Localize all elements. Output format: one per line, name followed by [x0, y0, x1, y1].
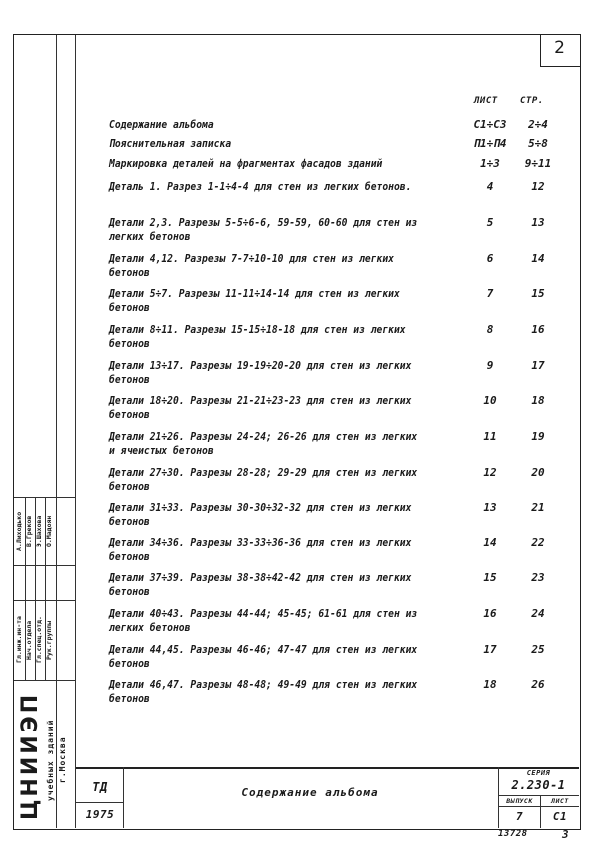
- entry-title: Детали 4,12. Разрезы 7-7÷10-10 для стен из легких бетонов: [109, 253, 394, 279]
- entry-sheet: 6: [486, 252, 494, 265]
- footer-page: 3: [562, 828, 570, 841]
- entry-title: Детали 40÷43. Разрезы 44-44; 45-45; 61-61 для стен из легких бетонов: [109, 608, 418, 634]
- entry-page: 22: [531, 536, 545, 549]
- entry-sheet: 15: [483, 571, 497, 584]
- institute-logo: ЦНИИЭП: [18, 691, 43, 820]
- entry-sheet: 4: [486, 180, 494, 193]
- footer-number: 13728: [498, 829, 528, 839]
- entry-title: Пояснительная записка: [109, 138, 232, 150]
- entry-title: Содержание альбома: [109, 119, 214, 131]
- entry-sheet: 9: [486, 359, 494, 372]
- entry-title: Детали 21÷26. Разрезы 24-24; 26-26 для стен из легких и ячеистых бетонов: [109, 431, 418, 457]
- entry-sheet: 5: [486, 216, 494, 229]
- entry-sheet: 14: [483, 536, 497, 549]
- entry-title: Детали 2,3. Разрезы 5-5÷6-6, 59-59, 60-60 для стен из легких бетонов: [109, 217, 418, 243]
- entry-page: 21: [531, 501, 545, 514]
- entry-sheet: 12: [483, 466, 497, 479]
- stamp-code-divider: [76, 802, 123, 803]
- entry-title: Детали 31÷33. Разрезы 30-30÷32-32 для стен из легких бетонов: [109, 502, 412, 528]
- entry-page: 9÷11: [524, 157, 552, 170]
- signature-name: Э.Шахова: [35, 515, 43, 547]
- entry-title: Детали 8÷11. Разрезы 15-15÷18-18 для стен из легких бетонов: [109, 324, 406, 350]
- entry-sheet: 10: [483, 394, 497, 407]
- stamp-code: ТД: [92, 780, 108, 794]
- signature-role: Гл.инж.ин-та: [15, 616, 23, 664]
- stamp-title: Содержание альбома: [241, 786, 379, 799]
- signature-name: А.Лиходько: [15, 511, 23, 551]
- stamp-sheet: С1: [552, 810, 568, 823]
- entry-sheet: 16: [483, 607, 497, 620]
- column-header-sheet: ЛИСТ: [474, 96, 498, 106]
- entry-page: 18: [531, 394, 545, 407]
- entry-title: Маркировка деталей на фрагментах фасадов зданий: [109, 158, 383, 170]
- signature-name: В.Греков: [25, 515, 33, 547]
- stamp-issue: 7: [515, 810, 524, 823]
- entry-title: Детали 44,45. Разрезы 46-46; 47-47 для стен из легких бетонов: [109, 644, 418, 670]
- entry-page: 23: [531, 571, 545, 584]
- entry-page: 26: [531, 678, 545, 691]
- entry-page: 13: [531, 216, 545, 229]
- entry-title: Детали 18÷20. Разрезы 21-21÷23-23 для стен из легких бетонов: [109, 395, 412, 421]
- binding-line-2: [75, 35, 76, 828]
- stamp-issue-label-line: [498, 806, 579, 807]
- entry-sheet: 7: [486, 287, 494, 300]
- stamp-sheet-label: ЛИСТ: [551, 797, 569, 805]
- entry-title: Детали 37÷39. Разрезы 38-38÷42-42 для стен из легких бетонов: [109, 572, 412, 598]
- entry-page: 20: [531, 466, 545, 479]
- stamp-series: 2.230-1: [511, 778, 566, 792]
- entry-title: Детали 46,47. Разрезы 48-48; 49-49 для стен из легких бетонов: [109, 679, 418, 705]
- institute-line-2: г.Москва: [58, 736, 67, 784]
- entry-title: Деталь 1. Разрез 1-1÷4-4 для стен из легких бетонов.: [109, 181, 412, 193]
- signature-name: О.Мадоян: [45, 515, 53, 547]
- entry-title: Детали 5÷7. Разрезы 11-11÷14-14 для стен из легких бетонов: [109, 288, 400, 314]
- sig-row-2: [14, 600, 76, 601]
- entry-sheet: 11: [483, 430, 497, 443]
- signature-role: Гл.спец.отд.: [35, 616, 43, 664]
- entry-page: 2÷4: [528, 118, 548, 131]
- entry-title: Детали 13÷17. Разрезы 19-19÷20-20 для стен из легких бетонов: [109, 360, 412, 386]
- entry-page: 14: [531, 252, 545, 265]
- stamp-series-divider: [498, 795, 579, 796]
- entry-page: 16: [531, 323, 545, 336]
- entry-sheet: 18: [483, 678, 497, 691]
- entry-page: 19: [531, 430, 545, 443]
- stamp-year: 1975: [85, 808, 115, 821]
- entry-sheet: 8: [486, 323, 494, 336]
- entry-sheet: С1÷С3: [473, 118, 507, 131]
- binding-line-1: [56, 35, 57, 828]
- entry-page: 24: [531, 607, 545, 620]
- stamp-issue-label: ВЫПУСК: [506, 797, 533, 805]
- institute-line-1: учебных зданий: [46, 719, 55, 801]
- entry-page: 25: [531, 643, 545, 656]
- page-number: 2: [554, 38, 565, 58]
- entry-page: 5÷8: [528, 137, 548, 150]
- column-header-page: СТР.: [520, 96, 544, 106]
- sig-row-1: [14, 565, 76, 566]
- entry-page: 12: [531, 180, 545, 193]
- signature-role: Рук.группы: [45, 620, 53, 660]
- entry-page: 17: [531, 359, 545, 372]
- entry-page: 15: [531, 287, 545, 300]
- entry-title: Детали 27÷30. Разрезы 28-28; 29-29 для стен из легких бетонов: [109, 467, 418, 493]
- entry-sheet: П1÷П4: [473, 137, 507, 150]
- entry-title: Детали 34÷36. Разрезы 33-33÷36-36 для стен из легких бетонов: [109, 537, 412, 563]
- stamp-series-label: СЕРИЯ: [526, 769, 551, 777]
- binding-divider-2: [14, 680, 76, 681]
- entry-sheet: 1÷3: [480, 157, 500, 170]
- stamp-col-code: [123, 767, 124, 828]
- entry-sheet: 17: [483, 643, 497, 656]
- signature-role: Нач.отдела: [25, 620, 33, 660]
- entry-sheet: 13: [483, 501, 497, 514]
